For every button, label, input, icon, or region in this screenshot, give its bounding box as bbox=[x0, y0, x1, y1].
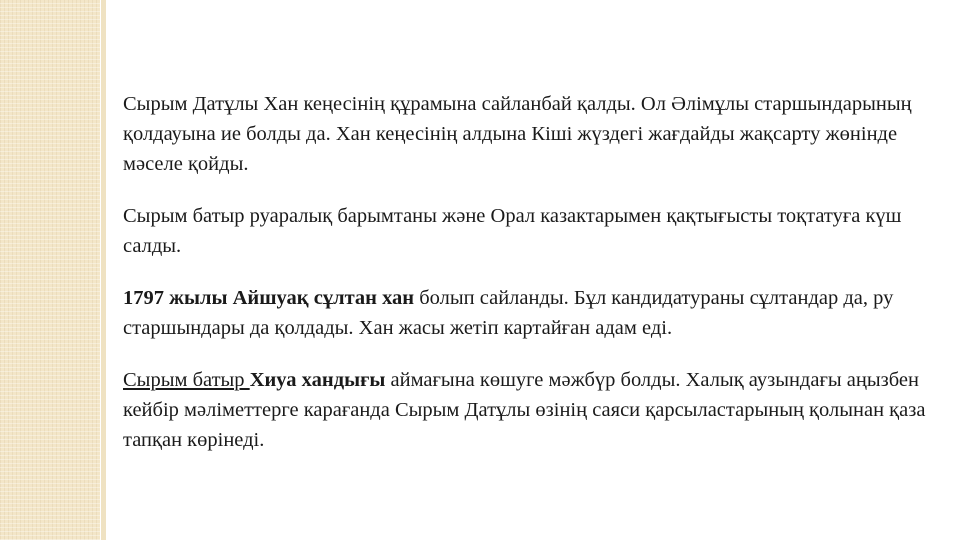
paragraph-4-underlined-text: Сырым батыр bbox=[123, 369, 250, 391]
paragraph-1 bbox=[123, 89, 943, 179]
paragraph-2-text: Сырым батыр руаралық барымтаны және Орал казактарымен қақтығысты тоқтатуға күш салды. bbox=[123, 205, 902, 257]
paragraph-2 bbox=[123, 201, 943, 261]
paragraph-3 bbox=[123, 283, 943, 343]
paragraph-3-text: болып сайланды. Бұл кандидатураны сұлтандар да, ру старшындары да қолдады. Хан жасы жетіп картайған адам еді. bbox=[123, 287, 894, 339]
decorative-side-strip bbox=[0, 0, 100, 540]
paragraph-3-bold-text: 1797 жылы Айшуақ сұлтан хан bbox=[123, 287, 415, 309]
paragraph-4-text: аймағына көшуге мәжбүр болды. Халық аузындағы аңызбен кейбір мәліметтерге карағанда Сырым Датұлы өзінің саяси қарсыластарының қолынан қаза тапқан көрінеді. bbox=[123, 369, 926, 451]
slide-body bbox=[123, 89, 943, 477]
paragraph-4-bold-text: Хиуа хандығы bbox=[249, 369, 386, 391]
paragraph-1-text: Сырым Датұлы Хан кеңесінің құрамына сайланбай қалды. Ол Әлімұлы старшындарының қолдауына ие болды да. Хан кеңесінің алдына Кіші жүздегі жағдайды жақсарту жөнінде мәселе қойды. bbox=[123, 93, 912, 175]
paragraph-4 bbox=[123, 365, 943, 455]
decorative-divider bbox=[101, 0, 106, 540]
